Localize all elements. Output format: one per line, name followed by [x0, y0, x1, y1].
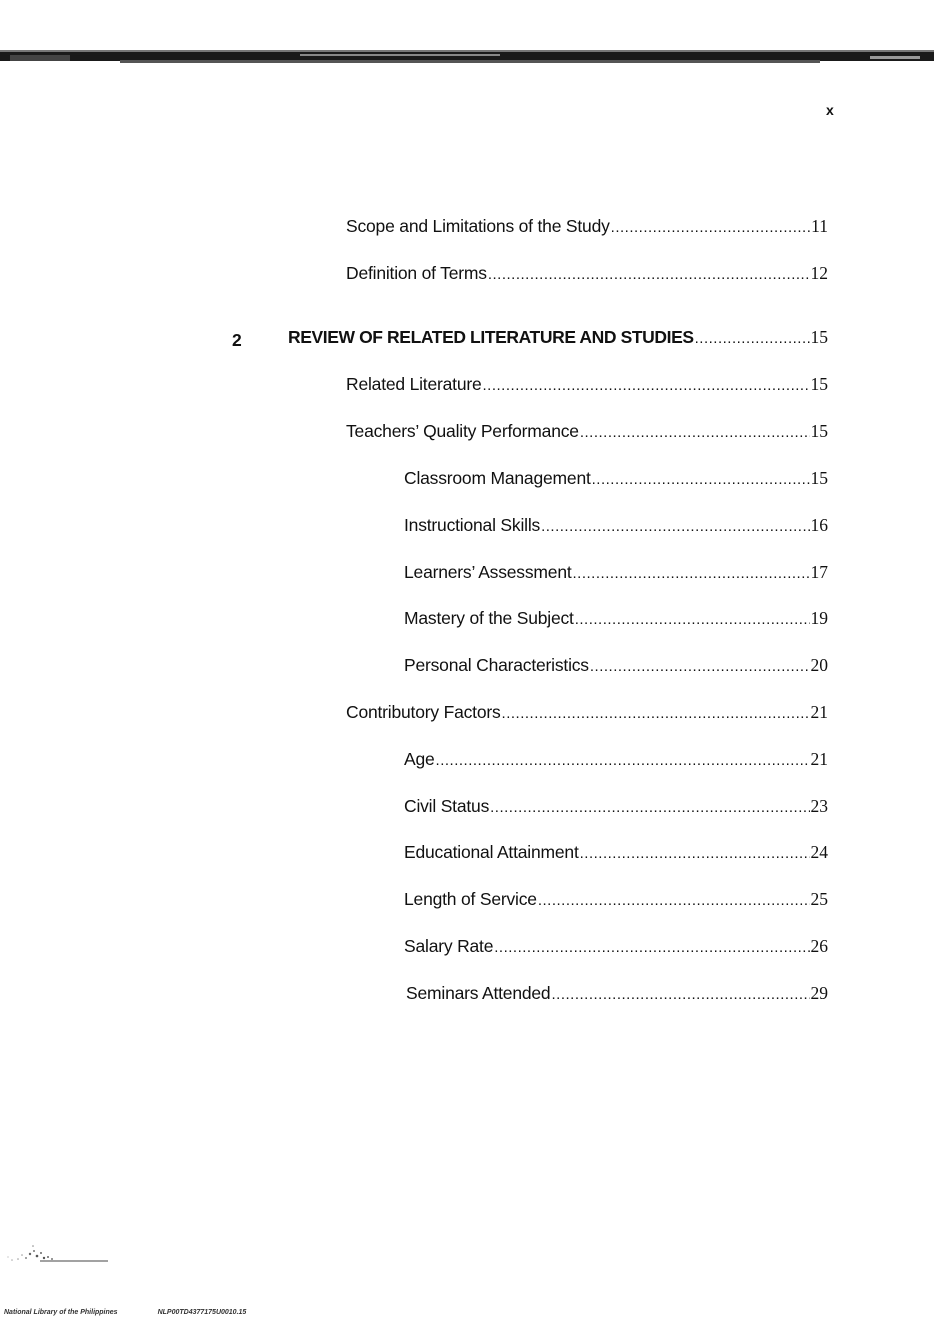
toc-entry-page: 29 — [810, 983, 828, 1003]
toc-subentry[interactable] — [404, 889, 828, 910]
toc-entry-label: Age — [404, 749, 435, 769]
toc-entry-page: 23 — [810, 796, 828, 816]
toc-entry-label: Salary Rate — [404, 936, 494, 956]
footer-document-code: NLP00TD4377175U0010.15 — [157, 1309, 247, 1316]
toc-entry[interactable] — [346, 702, 828, 723]
toc-entry-label: Length of Service — [404, 889, 537, 909]
toc-entry-page: 17 — [810, 562, 828, 582]
toc-entry-page: 11 — [811, 216, 828, 236]
toc-subentry[interactable] — [404, 842, 828, 863]
toc-chapter-page: 15 — [810, 327, 828, 347]
toc-entry[interactable] — [346, 374, 828, 395]
toc-entry[interactable] — [346, 263, 828, 284]
toc-subentry[interactable] — [404, 468, 828, 489]
toc-subentry[interactable] — [404, 936, 828, 957]
toc-entry-page: 12 — [810, 263, 828, 283]
toc-leader-dots — [590, 658, 810, 675]
toc-entry[interactable] — [346, 421, 828, 442]
toc-leader-dots — [611, 219, 810, 236]
toc-entry-label: Learners’ Assessment — [404, 562, 572, 582]
toc-entry-page: 15 — [810, 374, 828, 394]
toc-subentry[interactable] — [404, 515, 828, 536]
toc-entry-label: Personal Characteristics — [404, 655, 589, 675]
toc-leader-dots — [538, 892, 810, 909]
toc-leader-dots — [580, 424, 810, 441]
toc-leader-dots — [580, 845, 810, 862]
toc-entry-page: 15 — [810, 468, 828, 488]
toc-entry-page: 20 — [810, 655, 828, 675]
footer-library-credit — [4, 1309, 246, 1316]
toc-entry-page: 24 — [810, 842, 828, 862]
toc-leader-dots — [490, 799, 809, 816]
toc-entry-page: 19 — [810, 608, 828, 628]
scan-speckle-mark — [0, 1224, 120, 1264]
toc-leader-dots — [541, 518, 809, 535]
toc-entry-label: Educational Attainment — [404, 842, 579, 862]
chapter-number: 2 — [232, 330, 242, 350]
toc-entry-label: Classroom Management — [404, 468, 591, 488]
toc-entry-page: 26 — [810, 936, 828, 956]
toc-entry-label: Scope and Limitations of the Study — [346, 216, 610, 236]
toc-entry[interactable] — [346, 216, 828, 237]
toc-entry-label: Related Literature — [346, 374, 482, 394]
toc-entry-label: Teachers’ Quality Performance — [346, 421, 579, 441]
toc-entry-page: 15 — [810, 421, 828, 441]
toc-chapter-heading[interactable] — [288, 327, 828, 348]
toc-subentry[interactable] — [406, 983, 828, 1004]
page-number: x — [826, 102, 834, 118]
toc-entry-label: Mastery of the Subject — [404, 608, 574, 628]
toc-subentry[interactable] — [404, 796, 828, 817]
footer-library-name: National Library of the Philippines — [4, 1309, 118, 1316]
toc-leader-dots — [494, 939, 809, 956]
scan-edge-bar — [0, 50, 934, 66]
toc-leader-dots — [592, 471, 810, 488]
toc-entry-page: 21 — [810, 702, 828, 722]
toc-subentry[interactable] — [404, 655, 828, 676]
toc-leader-dots — [488, 266, 810, 283]
toc-subentry[interactable] — [404, 749, 828, 770]
toc-leader-dots — [483, 377, 810, 394]
toc-subentry[interactable] — [404, 608, 828, 629]
toc-leader-dots — [436, 752, 810, 769]
toc-entry-label: Definition of Terms — [346, 263, 487, 283]
toc-entry-page: 16 — [810, 515, 828, 535]
toc-entry-label: Contributory Factors — [346, 702, 501, 722]
toc-subentry[interactable] — [404, 562, 828, 583]
toc-entry-page: 25 — [810, 889, 828, 909]
toc-entry-label: Civil Status — [404, 796, 490, 816]
toc-leader-dots — [551, 986, 809, 1003]
toc-chapter-title: REVIEW OF RELATED LITERATURE AND STUDIES — [288, 327, 694, 347]
toc-entry-label: Instructional Skills — [404, 515, 541, 535]
toc-leader-dots — [502, 705, 810, 722]
toc-leader-dots — [575, 611, 810, 628]
toc-leader-dots — [573, 565, 810, 582]
toc-entry-page: 21 — [810, 749, 828, 769]
toc-entry-label: Seminars Attended — [406, 983, 551, 1003]
toc-leader-dots — [695, 330, 810, 347]
